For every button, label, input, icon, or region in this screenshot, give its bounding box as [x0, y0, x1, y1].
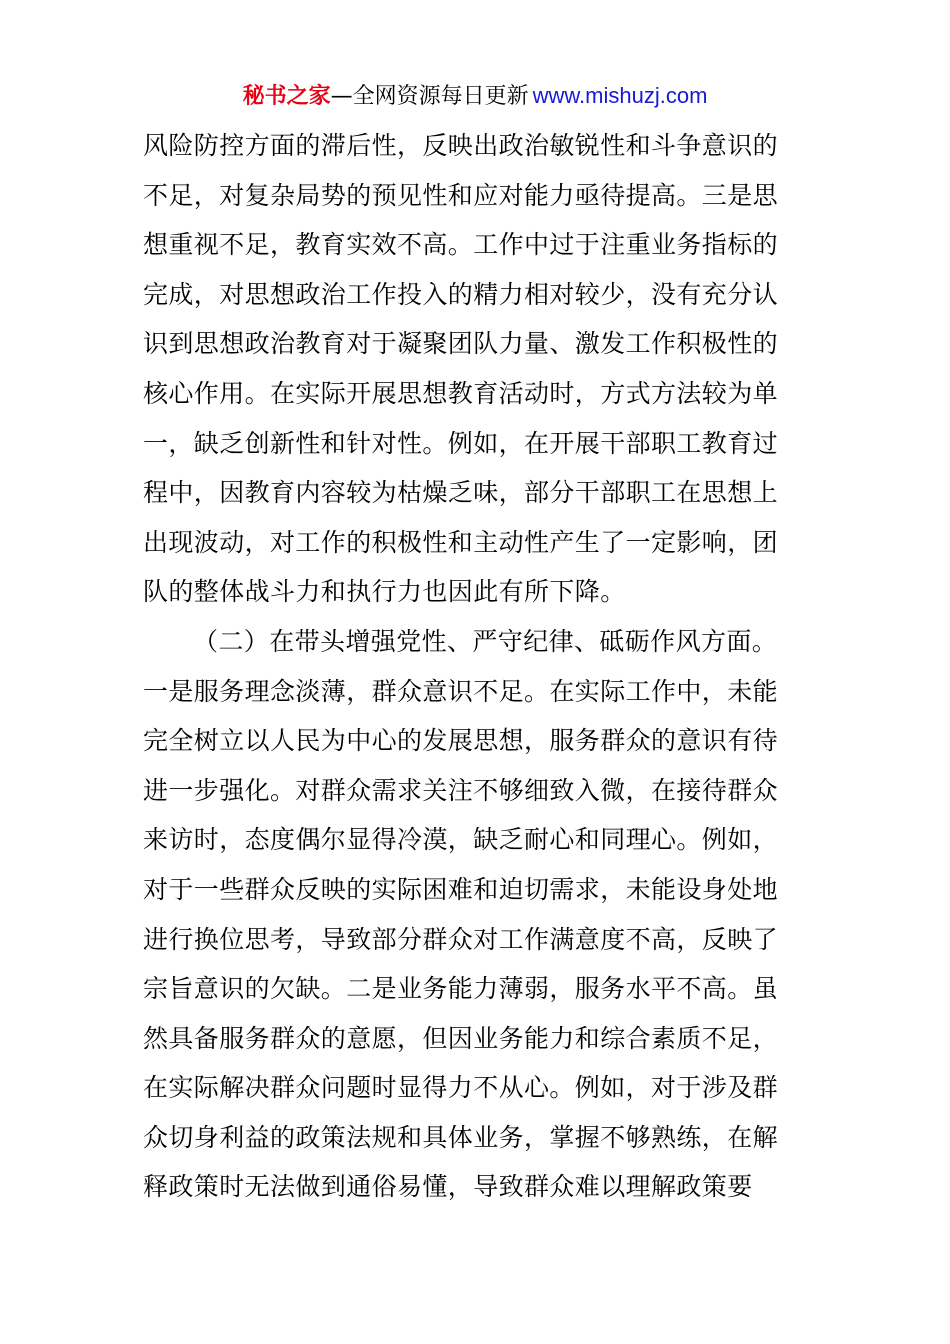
text-line: 来访时，态度偶尔显得冷漠，缺乏耐心和同理心。例如，: [143, 825, 779, 855]
text-line: 然具备服务群众的意愿，但因业务能力和综合素质不足，: [143, 1023, 779, 1053]
document-body: [143, 121, 807, 1212]
text-line: 想重视不足，教育实效不高。工作中过于注重业务指标的: [143, 230, 779, 260]
text-line: 核心作用。在实际开展思想教育活动时，方式方法较为单: [143, 378, 779, 408]
text-line: 宗旨意识的欠缺。二是业务能力薄弱，服务水平不高。虽: [143, 974, 779, 1004]
text-line: 程中，因教育内容较为枯燥乏味，部分干部职工在思想上: [143, 478, 779, 508]
text-line: 释政策时无法做到通俗易懂，导致群众难以理解政策要: [143, 1172, 753, 1202]
page-header: [0, 80, 950, 113]
text-line: 众切身利益的政策法规和具体业务，掌握不够熟练，在解: [143, 1122, 779, 1152]
text-line: （二）在带头增强党性、严守纪律、砥砺作风方面。: [193, 626, 778, 656]
text-line: 一是服务理念淡薄，群众意识不足。在实际工作中，未能: [143, 676, 779, 706]
text-line: 不足，对复杂局势的预见性和应对能力亟待提高。三是思: [143, 180, 779, 210]
text-line: 识到思想政治教育对于凝聚团队力量、激发工作积极性的: [143, 329, 779, 359]
text-line: 进行换位思考，导致部分群众对工作满意度不高，反映了: [143, 924, 779, 954]
text-line: 在实际解决群众问题时显得力不从心。例如，对于涉及群: [143, 1073, 779, 1103]
text-line: 进一步强化。对群众需求关注不够细致入微，在接待群众: [143, 775, 779, 805]
text-line: 完成，对思想政治工作投入的精力相对较少，没有充分认: [143, 279, 779, 309]
text-line: 完全树立以人民为中心的发展思想，服务群众的意识有待: [143, 726, 779, 756]
text-line: 对于一些群众反映的实际困难和迫切需求，未能设身处地: [143, 874, 779, 904]
text-line: 一，缺乏创新性和针对性。例如，在开展干部职工教育过: [143, 428, 779, 458]
header-url-link[interactable]: www.mishuzj.com: [532, 83, 708, 108]
text-line: 出现波动，对工作的积极性和主动性产生了一定影响，团: [143, 527, 779, 557]
text-line: 风险防控方面的滞后性，反映出政治敏锐性和斗争意识的: [143, 131, 779, 160]
text-line: 队的整体战斗力和执行力也因此有所下降。: [143, 577, 626, 607]
header-brand: 秘书之家: [242, 84, 331, 109]
header-tagline: —全网资源每日更新: [330, 84, 529, 109]
